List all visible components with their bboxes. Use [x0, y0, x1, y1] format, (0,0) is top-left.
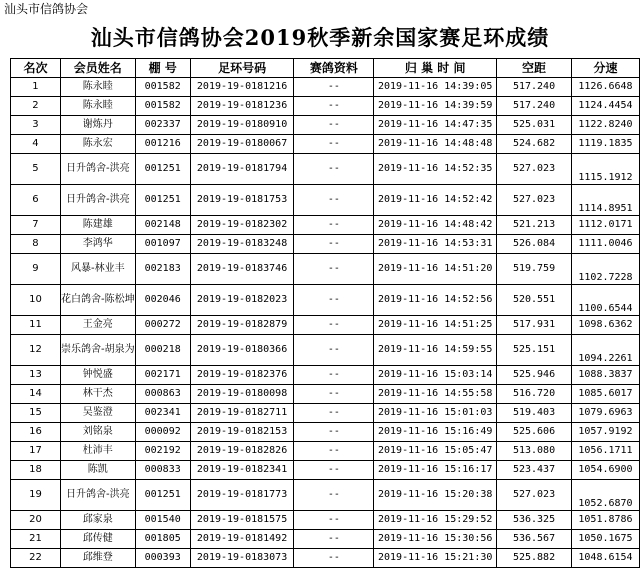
cell-time: 2019-11-16 14:55:58 [374, 385, 497, 404]
col-header-loft: 棚 号 [135, 59, 190, 78]
cell-time: 2019-11-16 15:30:56 [374, 530, 497, 549]
cell-rank: 10 [11, 285, 61, 316]
cell-member: 陈永宏 [60, 135, 135, 154]
cell-info: -- [294, 385, 374, 404]
cell-loft: 001251 [135, 185, 190, 216]
cell-speed: 1088.3837 [571, 366, 639, 385]
cell-distance: 525.151 [497, 335, 572, 366]
table-row [11, 285, 640, 316]
cell-ring: 2019-19-0181575 [190, 511, 294, 530]
table-row [11, 480, 640, 511]
cell-member: 邱传健 [60, 530, 135, 549]
cell-ring: 2019-19-0182711 [190, 404, 294, 423]
cell-rank: 17 [11, 442, 61, 461]
cell-loft: 002183 [135, 254, 190, 285]
cell-time: 2019-11-16 14:53:31 [374, 235, 497, 254]
cell-ring: 2019-19-0182376 [190, 366, 294, 385]
cell-rank: 12 [11, 335, 61, 366]
cell-rank: 4 [11, 135, 61, 154]
cell-speed: 1057.9192 [571, 423, 639, 442]
cell-info: -- [294, 316, 374, 335]
cell-info: -- [294, 511, 374, 530]
table-row [11, 154, 640, 185]
col-header-info: 赛鸽资料 [294, 59, 374, 78]
cell-member: 刘铭泉 [60, 423, 135, 442]
cell-distance: 517.240 [497, 78, 572, 97]
cell-loft: 002148 [135, 216, 190, 235]
cell-speed: 1052.6870 [571, 480, 639, 511]
cell-distance: 526.084 [497, 235, 572, 254]
cell-loft: 001216 [135, 135, 190, 154]
cell-speed: 1124.4454 [571, 97, 639, 116]
cell-member: 日升鸽舍-洪亮 [60, 480, 135, 511]
cell-member: 邱维登 [60, 549, 135, 568]
cell-loft: 000863 [135, 385, 190, 404]
cell-speed: 1112.0171 [571, 216, 639, 235]
cell-rank: 16 [11, 423, 61, 442]
cell-distance: 517.240 [497, 97, 572, 116]
cell-ring: 2019-19-0180067 [190, 135, 294, 154]
cell-rank: 3 [11, 116, 61, 135]
cell-info: -- [294, 461, 374, 480]
cell-info: -- [294, 97, 374, 116]
table-row [11, 461, 640, 480]
results-table [10, 58, 640, 568]
cell-distance: 521.213 [497, 216, 572, 235]
cell-distance: 525.606 [497, 423, 572, 442]
cell-info: -- [294, 285, 374, 316]
cell-rank: 9 [11, 254, 61, 285]
cell-loft: 000218 [135, 335, 190, 366]
table-row [11, 442, 640, 461]
cell-loft: 001251 [135, 480, 190, 511]
cell-info: -- [294, 254, 374, 285]
cell-loft: 000092 [135, 423, 190, 442]
cell-info: -- [294, 135, 374, 154]
cell-distance: 527.023 [497, 154, 572, 185]
cell-time: 2019-11-16 15:20:38 [374, 480, 497, 511]
cell-rank: 1 [11, 78, 61, 97]
cell-time: 2019-11-16 14:52:42 [374, 185, 497, 216]
cell-loft: 002337 [135, 116, 190, 135]
cell-member: 王金亮 [60, 316, 135, 335]
header-row [11, 59, 640, 78]
cell-ring: 2019-19-0183073 [190, 549, 294, 568]
cell-info: -- [294, 442, 374, 461]
cell-loft: 001097 [135, 235, 190, 254]
cell-rank: 20 [11, 511, 61, 530]
cell-time: 2019-11-16 15:03:14 [374, 366, 497, 385]
cell-speed: 1048.6154 [571, 549, 639, 568]
cell-loft: 000272 [135, 316, 190, 335]
cell-rank: 7 [11, 216, 61, 235]
cell-ring: 2019-19-0181773 [190, 480, 294, 511]
cell-info: -- [294, 480, 374, 511]
cell-distance: 519.759 [497, 254, 572, 285]
cell-time: 2019-11-16 14:47:35 [374, 116, 497, 135]
cell-loft: 001251 [135, 154, 190, 185]
cell-ring: 2019-19-0182302 [190, 216, 294, 235]
table-row [11, 530, 640, 549]
cell-speed: 1094.2261 [571, 335, 639, 366]
cell-member: 陈永睦 [60, 78, 135, 97]
cell-member: 谢炼丹 [60, 116, 135, 135]
col-header-ring: 足环号码 [190, 59, 294, 78]
cell-member: 日升鸽舍-洪亮 [60, 154, 135, 185]
cell-ring: 2019-19-0182879 [190, 316, 294, 335]
cell-rank: 21 [11, 530, 61, 549]
cell-time: 2019-11-16 14:51:20 [374, 254, 497, 285]
col-header-rank: 名次 [11, 59, 61, 78]
table-row [11, 423, 640, 442]
cell-speed: 1056.1711 [571, 442, 639, 461]
cell-speed: 1051.8786 [571, 511, 639, 530]
cell-ring: 2019-19-0181492 [190, 530, 294, 549]
cell-loft: 001805 [135, 530, 190, 549]
cell-member: 日升鸽舍-洪亮 [60, 185, 135, 216]
cell-time: 2019-11-16 14:48:42 [374, 216, 497, 235]
cell-time: 2019-11-16 14:51:25 [374, 316, 497, 335]
cell-distance: 536.567 [497, 530, 572, 549]
cell-loft: 001540 [135, 511, 190, 530]
col-header-member: 会员姓名 [60, 59, 135, 78]
cell-ring: 2019-19-0182826 [190, 442, 294, 461]
cell-rank: 14 [11, 385, 61, 404]
table-row [11, 185, 640, 216]
cell-info: -- [294, 423, 374, 442]
cell-ring: 2019-19-0183746 [190, 254, 294, 285]
cell-speed: 1079.6963 [571, 404, 639, 423]
document-title: 汕头市信鸽协会2019秋季新余国家赛足环成绩 [90, 25, 550, 50]
cell-time: 2019-11-16 15:29:52 [374, 511, 497, 530]
cell-rank: 22 [11, 549, 61, 568]
cell-member: 花白鸽舍-陈松坤 [60, 285, 135, 316]
col-header-speed: 分速 [571, 59, 639, 78]
cell-distance: 527.023 [497, 480, 572, 511]
table-row [11, 135, 640, 154]
cell-loft: 002192 [135, 442, 190, 461]
cell-info: -- [294, 78, 374, 97]
cell-time: 2019-11-16 14:39:59 [374, 97, 497, 116]
cell-member: 钟悦盛 [60, 366, 135, 385]
cell-ring: 2019-19-0180910 [190, 116, 294, 135]
cell-time: 2019-11-16 15:16:17 [374, 461, 497, 480]
cell-loft: 000393 [135, 549, 190, 568]
cell-rank: 6 [11, 185, 61, 216]
table-row [11, 235, 640, 254]
cell-time: 2019-11-16 15:21:30 [374, 549, 497, 568]
cell-member: 陈永睦 [60, 97, 135, 116]
cell-rank: 19 [11, 480, 61, 511]
cell-speed: 1115.1912 [571, 154, 639, 185]
cell-info: -- [294, 185, 374, 216]
cell-distance: 513.080 [497, 442, 572, 461]
cell-distance: 525.946 [497, 366, 572, 385]
col-header-time: 归 巢 时 间 [374, 59, 497, 78]
cell-info: -- [294, 216, 374, 235]
cell-speed: 1100.6544 [571, 285, 639, 316]
cell-info: -- [294, 335, 374, 366]
table-row [11, 335, 640, 366]
cell-ring: 2019-19-0180366 [190, 335, 294, 366]
cell-distance: 527.023 [497, 185, 572, 216]
cell-time: 2019-11-16 14:48:48 [374, 135, 497, 154]
cell-rank: 2 [11, 97, 61, 116]
cell-info: -- [294, 530, 374, 549]
cell-ring: 2019-19-0181216 [190, 78, 294, 97]
cell-loft: 002341 [135, 404, 190, 423]
cell-speed: 1085.6017 [571, 385, 639, 404]
cell-time: 2019-11-16 15:01:03 [374, 404, 497, 423]
cell-rank: 5 [11, 154, 61, 185]
cell-info: -- [294, 154, 374, 185]
cell-ring: 2019-19-0183248 [190, 235, 294, 254]
cell-ring: 2019-19-0180098 [190, 385, 294, 404]
cell-time: 2019-11-16 14:52:56 [374, 285, 497, 316]
cell-member: 陈建雄 [60, 216, 135, 235]
cell-time: 2019-11-16 14:59:55 [374, 335, 497, 366]
cell-ring: 2019-19-0181794 [190, 154, 294, 185]
cell-member: 吴鉴澄 [60, 404, 135, 423]
cell-info: -- [294, 404, 374, 423]
cell-ring: 2019-19-0182023 [190, 285, 294, 316]
cell-info: -- [294, 116, 374, 135]
cell-distance: 520.551 [497, 285, 572, 316]
cell-member: 崇乐鸽舍-胡泉为 [60, 335, 135, 366]
cell-ring: 2019-19-0181236 [190, 97, 294, 116]
cell-rank: 11 [11, 316, 61, 335]
cell-member: 林干杰 [60, 385, 135, 404]
cell-ring: 2019-19-0182341 [190, 461, 294, 480]
table-row [11, 78, 640, 97]
cell-distance: 519.403 [497, 404, 572, 423]
cell-speed: 1102.7228 [571, 254, 639, 285]
table-row [11, 116, 640, 135]
table-row [11, 549, 640, 568]
org-label: 汕头市信鸽协会 [4, 2, 89, 16]
cell-rank: 18 [11, 461, 61, 480]
table-row [11, 511, 640, 530]
cell-loft: 000833 [135, 461, 190, 480]
cell-time: 2019-11-16 14:39:05 [374, 78, 497, 97]
cell-distance: 524.682 [497, 135, 572, 154]
cell-speed: 1050.1675 [571, 530, 639, 549]
cell-time: 2019-11-16 15:16:49 [374, 423, 497, 442]
cell-speed: 1126.6648 [571, 78, 639, 97]
cell-info: -- [294, 366, 374, 385]
cell-distance: 525.882 [497, 549, 572, 568]
cell-ring: 2019-19-0182153 [190, 423, 294, 442]
cell-loft: 002046 [135, 285, 190, 316]
cell-member: 杜沛丰 [60, 442, 135, 461]
cell-member: 李鸿华 [60, 235, 135, 254]
cell-speed: 1111.0046 [571, 235, 639, 254]
cell-distance: 516.720 [497, 385, 572, 404]
cell-member: 邱家泉 [60, 511, 135, 530]
cell-info: -- [294, 549, 374, 568]
cell-distance: 536.325 [497, 511, 572, 530]
cell-loft: 002171 [135, 366, 190, 385]
cell-distance: 517.931 [497, 316, 572, 335]
cell-rank: 15 [11, 404, 61, 423]
table-row [11, 254, 640, 285]
cell-member: 风暴-林业丰 [60, 254, 135, 285]
table-row [11, 366, 640, 385]
table-row [11, 316, 640, 335]
cell-speed: 1119.1835 [571, 135, 639, 154]
cell-speed: 1122.8240 [571, 116, 639, 135]
cell-loft: 001582 [135, 97, 190, 116]
cell-time: 2019-11-16 15:05:47 [374, 442, 497, 461]
cell-time: 2019-11-16 14:52:35 [374, 154, 497, 185]
cell-ring: 2019-19-0181753 [190, 185, 294, 216]
table-row [11, 404, 640, 423]
cell-info: -- [294, 235, 374, 254]
cell-speed: 1054.6900 [571, 461, 639, 480]
cell-distance: 525.031 [497, 116, 572, 135]
cell-distance: 523.437 [497, 461, 572, 480]
cell-rank: 13 [11, 366, 61, 385]
cell-member: 陈凯 [60, 461, 135, 480]
table-row [11, 216, 640, 235]
cell-speed: 1114.8951 [571, 185, 639, 216]
col-header-distance: 空距 [497, 59, 572, 78]
table-row [11, 97, 640, 116]
table-row [11, 385, 640, 404]
cell-loft: 001582 [135, 78, 190, 97]
cell-speed: 1098.6362 [571, 316, 639, 335]
cell-rank: 8 [11, 235, 61, 254]
